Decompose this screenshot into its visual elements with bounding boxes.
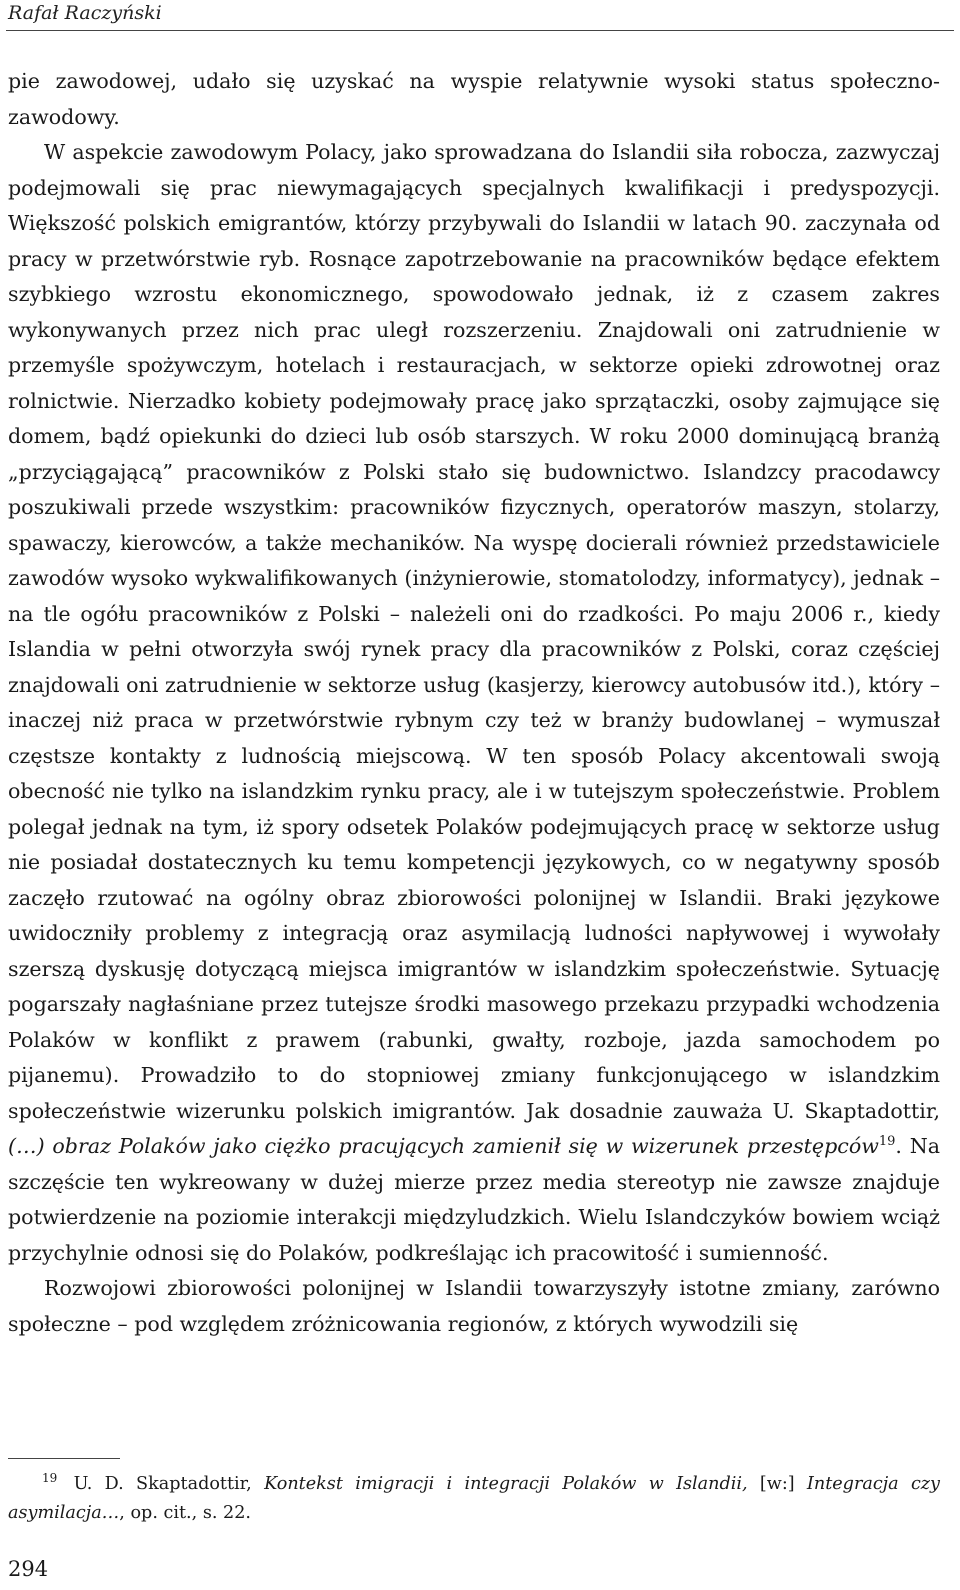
- running-head: Rafał Raczyński: [8, 2, 162, 24]
- page-number: 294: [8, 1557, 49, 1581]
- text-run: . Na szczęście ten wykreowany w dużej mierze przez media stereotyp nie zawsze znajduje potwierdzenie na poziomie interakcji międzyludzkich. Wielu Islandczyków bowiem wciąż przychylnie odnosi się do Polaków, podkreślając ich pracowitość i sumienność.: [8, 1134, 940, 1265]
- header-rule: [6, 30, 954, 31]
- footnote-reference: 19: [878, 1134, 896, 1150]
- text-run: [w:]: [747, 1474, 807, 1494]
- footnote-rule: [8, 1458, 120, 1459]
- paragraph: [8, 64, 940, 135]
- italic-text: Integracja czy asymilacja…: [8, 1474, 941, 1523]
- paragraph: [8, 1271, 940, 1342]
- footnote-number: 19: [42, 1471, 58, 1486]
- text-run: W aspekcie zawodowym Polacy, jako sprowadzana do Islandii siła robocza, zazwyczaj podejmowali się prac niewymagających specjalnych kwalifikacji i predyspozycji. Większość polskich emigrantów, którzy przybywali do Islandii w latach 90. zaczynała od pracy w przetwórstwie ryb. Rosnące zapotrzebowanie na pracowników będące efektem szybkiego wzrostu ekonomicznego, spowodowało jednak, iż z czasem zakres wykonywanych przez nich prac uległ rozszerzeniu. Znajdowali oni zatrudnienie w przemyśle spożywczym, hotelach i restauracjach, w sektorze opieki zdrowotnej oraz rolnictwie. Nierzadko kobiety podejmowały pracę jako sprzątaczki, osoby zajmujące się domem, bądź opiekunki do dzieci lub osób starszych. W roku 2000 dominującą branżą „przyciągającą” pracowników z Polski stało się budownictwo. Islandzcy pracodawcy poszukiwali przede wszystkim: pracowników fizycznych, operatorów maszyn, stolarzy, spawaczy, kierowców, a także mechaników. Na wyspę docierali również przedstawiciele zawodów wysoko wykwalifikowanych (inżynierowie, stomatolodzy, informatycy), jednak – na tle ogółu pracowników z Polski – należeli oni do rzadkości. Po maju 2006 r., kiedy Islandia w pełni otworzyła swój rynek pracy dla pracowników z Polski, coraz częściej znajdowali oni zatrudnienie w sektorze usług (kasjerzy, kierowcy autobusów itd.), który – inaczej niż praca w przetwórstwie rybnym czy też w branży budowlanej – wymuszał częstsze kontakty z ludnością miejscową. W ten sposób Polacy akcentowali swoją obecność nie tylko na islandzkim rynku pracy, ale i w tutejszym społeczeństwie. Problem polegał jednak na tym, iż spory odsetek Polaków podejmujących pracę w sektorze usług nie posiadał dostatecznych ku temu kompetencji językowych, co w negatywny sposób zaczęło rzutować na ogólny obraz zbiorowości polonijnej w Islandii. Braki językowe uwidoczniły problemy z integracją oraz asymilacją ludności napływowej i wywołały szerszą dyskusję dotyczącą miejsca imigrantów w islandzkim społeczeństwie. Sytuację pogarszały nagłaśniane przez tutejsze środki masowego przekazu przypadki wchodzenia Polaków w konflikt z prawem (rabunki, gwałty, rozboje, jazda samochodem po pijanemu). Prowadziło to do stopniowej zmiany funkcjonującego w islandzkim społeczeństwie wizerunku polskich imigrantów. Jak dosadnie zauważa U. Skaptadottir,: [8, 140, 940, 1123]
- italic-text: (…) obraz Polaków jako ciężko pracujących zamienił się w wizerunek przestępców: [8, 1134, 879, 1158]
- text-run: Rozwojowi zbiorowości polonijnej w Islandii towarzyszyły istotne zmiany, zarówno społeczne – pod względem zróżnicowania regionów, z których wywodzili się: [8, 1276, 940, 1336]
- text-run: pie zawodowej, udało się uzyskać na wyspie relatywnie wysoki status społeczno-zawodowy.: [8, 69, 940, 129]
- footnote: [8, 1470, 940, 1528]
- body-text: [8, 64, 940, 1342]
- text-run: , op. cit., s. 22.: [119, 1503, 252, 1523]
- paragraph: [8, 135, 940, 1271]
- italic-text: Kontekst imigracji i integracji Polaków w Islandii,: [264, 1474, 748, 1494]
- text-run: U. D. Skaptadottir,: [73, 1474, 265, 1494]
